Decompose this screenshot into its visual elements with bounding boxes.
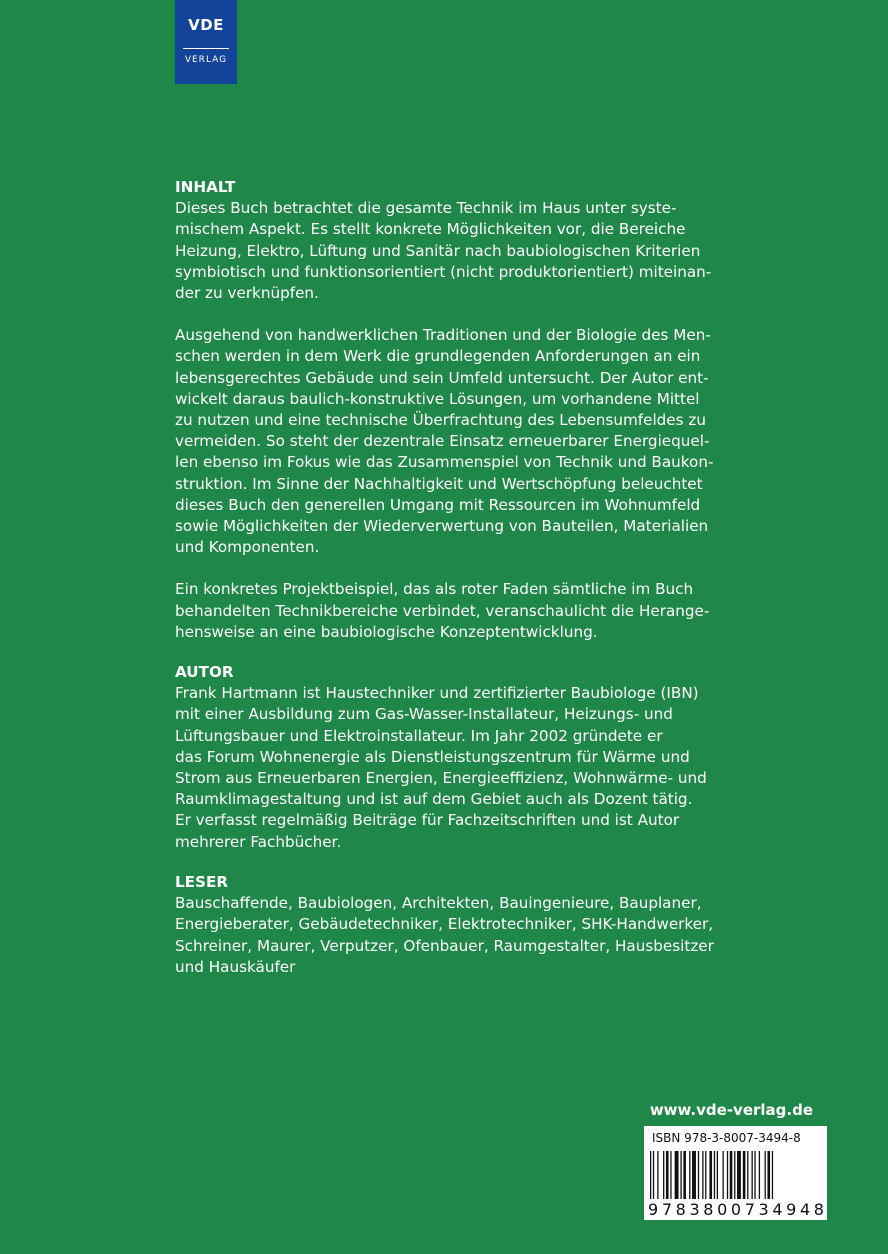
barcode-bar [666, 1151, 669, 1199]
text-line: der zu verknüpfen. [175, 284, 319, 303]
barcode-bar [698, 1151, 699, 1199]
text-line: hensweise an eine baubiologische Konzeptentwicklung. [175, 622, 598, 641]
barcode-bar [680, 1151, 681, 1199]
text-line: struktion. Im Sinne der Nachhaltigkeit und Wertschöpfung beleuchtet [175, 474, 703, 493]
inhalt-paragraph-3 [175, 579, 735, 643]
barcode-bars [650, 1151, 822, 1199]
barcode-bar [723, 1151, 724, 1199]
logo-main-text: VDE [188, 16, 224, 34]
barcode-digit: 8 [703, 1200, 714, 1219]
barcode-bar [653, 1151, 654, 1199]
leser-paragraph [175, 893, 735, 978]
barcode-bar [765, 1151, 766, 1199]
publisher-logo [175, 0, 237, 84]
barcode-digit: 4 [772, 1200, 783, 1219]
autor-paragraph [175, 683, 735, 853]
barcode-bar [734, 1151, 735, 1199]
text-line: Frank Hartmann ist Haustechniker und zertifizierter Baubiologe (IBN) [175, 684, 699, 703]
text-line: Dieses Buch betrachtet die gesamte Technik im Haus unter syste- [175, 199, 677, 218]
barcode-bar [737, 1151, 741, 1199]
barcode-bar [670, 1151, 671, 1199]
barcode-bar [754, 1151, 755, 1199]
text-line: und Hauskäufer [175, 957, 296, 976]
text-line: Heizung, Elektro, Lüftung und Sanitär nach baubiologischen Kriterien [175, 241, 701, 260]
text-line: Schreiner, Maurer, Verputzer, Ofenbauer, Raumgestalter, Hausbesitzer [175, 936, 714, 955]
barcode-bar [689, 1151, 690, 1199]
text-line: mischem Aspekt. Es stellt konkrete Möglichkeiten vor, die Bereiche [175, 220, 686, 239]
text-line: schen werden in dem Werk die grundlegenden Anforderungen an ein [175, 347, 701, 366]
barcode-bar [767, 1151, 770, 1199]
isbn-barcode [644, 1126, 827, 1220]
inhalt-paragraph-2 [175, 325, 735, 558]
barcode-digit: 3 [689, 1200, 700, 1219]
text-line: Er verfasst regelmäßig Beiträge für Fachzeitschriften und ist Autor [175, 811, 680, 830]
barcode-bar [752, 1151, 753, 1199]
barcode-bar [705, 1151, 706, 1199]
barcode-bar [657, 1151, 658, 1199]
barcode-bar [743, 1151, 746, 1199]
barcode-bar [683, 1151, 686, 1199]
barcode-digit: 0 [717, 1200, 728, 1219]
barcode-bar [747, 1151, 748, 1199]
text-line: symbiotisch und funktionsorientiert (nicht produktorientiert) miteinan- [175, 262, 712, 281]
text-line: len ebenso im Fokus wie das Zusammenspiel von Technik und Baukon- [175, 453, 714, 472]
text-line: zu nutzen und eine technische Überfrachtung des Lebensumfeldes zu [175, 411, 706, 430]
barcode-bar [759, 1151, 760, 1199]
text-line: vermeiden. So steht der dezentrale Einsatz erneuerbarer Energiequel- [175, 432, 710, 451]
text-line: Strom aus Erneuerbaren Energien, Energieeffizienz, Wohnwärme- und [175, 769, 707, 788]
text-line: Lüftungsbauer und Elektroinstallateur. Im Jahr 2002 gründete er [175, 726, 663, 745]
text-line: Bauschaffende, Baubiologen, Architekten, Bauingenieure, Bauplaner, [175, 894, 702, 913]
barcode-digit: 7 [661, 1200, 672, 1219]
text-line: Ein konkretes Projektbeispiel, das als roter Faden sämtliche im Buch [175, 580, 694, 599]
barcode-bar [709, 1151, 712, 1199]
barcode-bar [650, 1151, 651, 1199]
inhalt-paragraph-1 [175, 198, 735, 304]
back-cover-text [175, 177, 735, 978]
barcode-bar [727, 1151, 728, 1199]
text-line: Ausgehend von handwerklichen Traditionen und der Biologie des Men- [175, 326, 711, 345]
barcode-bar [675, 1151, 679, 1199]
isbn-number: ISBN 978-3-8007-3494-8 [652, 1131, 801, 1145]
text-line: wickelt daraus baulich-konstruktive Lösungen, um vorhandene Mittel [175, 389, 700, 408]
barcode-digit: 9 [648, 1200, 659, 1219]
text-line: das Forum Wohnenergie als Dienstleistungszentrum für Wärme und [175, 747, 690, 766]
text-line: sowie Möglichkeiten der Wiederverwertung von Bauteilen, Materialien [175, 517, 709, 536]
text-line: lebensgerechtes Gebäude und sein Umfeld untersucht. Der Autor ent- [175, 368, 709, 387]
text-line: mehrerer Fachbücher. [175, 832, 342, 851]
text-line: behandelten Technikbereiche verbindet, veranschaulicht die Herange- [175, 601, 710, 620]
publisher-url: www.vde-verlag.de [649, 1101, 813, 1119]
barcode-bar [702, 1151, 703, 1199]
text-line: dieses Buch den generellen Umgang mit Ressourcen im Wohnumfeld [175, 495, 701, 514]
heading-autor: AUTOR [175, 663, 234, 682]
barcode-digit: 3 [758, 1200, 769, 1219]
barcode-bar [663, 1151, 664, 1199]
barcode-digits [648, 1200, 824, 1219]
heading-inhalt: INHALT [175, 178, 236, 196]
text-line: mit einer Ausbildung zum Gas-Wasser-Installateur, Heizungs- und [175, 705, 673, 724]
logo-sub-text: VERLAG [184, 55, 228, 65]
barcode-bar [692, 1151, 696, 1199]
text-line: Energieberater, Gebäudetechniker, Elektrotechniker, SHK-Handwerker, [175, 915, 714, 934]
barcode-digit: 8 [675, 1200, 686, 1219]
barcode-digit: 9 [786, 1200, 797, 1219]
barcode-bar [730, 1151, 733, 1199]
text-line: und Komponenten. [175, 538, 320, 557]
barcode-digit: 0 [730, 1200, 742, 1219]
barcode-bar [717, 1151, 718, 1199]
barcode-digit: 4 [799, 1200, 811, 1219]
barcode-digit: 8 [813, 1200, 824, 1219]
barcode-bar [714, 1151, 715, 1199]
text-line: Raumklimagestaltung und ist auf dem Gebiet auch als Dozent tätig. [175, 790, 693, 809]
barcode-digit: 7 [744, 1200, 755, 1219]
heading-leser: LESER [175, 872, 229, 891]
logo-divider [183, 48, 229, 49]
barcode-bar [772, 1151, 773, 1199]
